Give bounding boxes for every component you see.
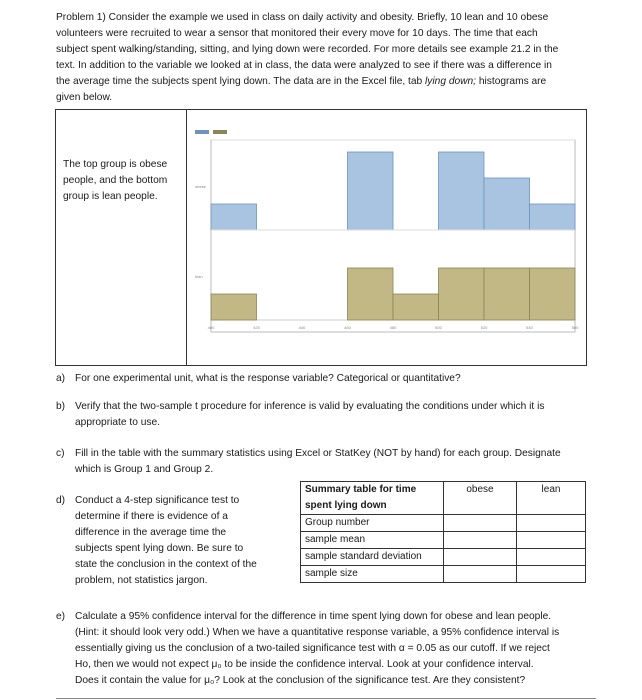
- intro-line: given below.: [56, 92, 113, 103]
- column-header-lean: lean: [517, 482, 586, 515]
- intro-line: Problem 1) Consider the example we used in class on daily activity and obesity. Briefly, 10 lean and 10 obese: [56, 12, 549, 23]
- question-text-line: subjects spent lying down. Be sure to: [75, 543, 244, 554]
- table-row: [301, 515, 586, 532]
- obese-cell[interactable]: [444, 532, 517, 549]
- bottom-rule: [56, 698, 596, 699]
- table-row: [301, 566, 586, 583]
- intro-line: text. In addition to the variable we looked at in class, the data were analyzed to see if there was a difference in: [56, 60, 552, 71]
- legend-chip-obese: [195, 130, 209, 134]
- question-text-line: Calculate a 95% confidence interval for the difference in time spent lying down for obese and lean people.: [75, 611, 552, 622]
- obese-cell[interactable]: [444, 549, 517, 566]
- summary-table: [300, 481, 586, 583]
- question-label: e): [56, 611, 66, 622]
- x-tick-label: 520: [480, 325, 488, 330]
- histogram-bar-lean: [393, 294, 439, 320]
- question-text-line: appropriate to use.: [75, 417, 160, 428]
- column-header-obese: obese: [444, 482, 517, 515]
- histogram-bar-obese: [439, 152, 485, 230]
- histogram-bar-lean: [530, 268, 576, 320]
- histogram-bar-obese: [530, 204, 576, 230]
- question-text-line: difference in the average time the: [75, 527, 227, 538]
- panel-label-obese: obese: [195, 184, 206, 189]
- histogram-svg: [191, 128, 581, 358]
- question-text-line: (Hint: it should look very odd.) When we have a quantitative response variable, a 95% confidence interval is: [75, 627, 560, 638]
- x-tick-label: 460: [344, 325, 351, 330]
- lean-cell[interactable]: [517, 515, 586, 532]
- question-label: b): [56, 401, 66, 412]
- intro-line: [56, 74, 596, 90]
- question-text-line: determine if there is evidence of a: [75, 511, 228, 522]
- question-text-line: Conduct a 4-step significance test to: [75, 495, 240, 506]
- question-c: [56, 446, 596, 478]
- histogram-bar-obese: [348, 152, 394, 230]
- panel-label-lean: lean: [195, 274, 203, 279]
- histogram-bar-lean: [348, 268, 394, 320]
- table-row: [301, 532, 586, 549]
- x-tick-label: 540: [526, 325, 533, 330]
- question-e: [56, 609, 596, 689]
- intro-line-text: the average time the subjects spent lying down. The data are in the Excel file, tab: [56, 76, 426, 87]
- figure-caption-cell: [56, 110, 187, 365]
- intro-line: subject spent walking/standing, sitting, and lying down were recorded. For more details see example 21.2 in the: [56, 44, 559, 55]
- question-text: For one experimental unit, what is the response variable? Categorical or quantitative?: [75, 373, 461, 384]
- row-label: Group number: [301, 515, 444, 532]
- figure-caption: The top group is obese people, and the bottom group is lean people.: [63, 159, 168, 202]
- question-text-line: Verify that the two-sample t procedure for inference is valid by evaluating the conditions under which it is: [75, 401, 545, 412]
- histogram-chart: [191, 128, 581, 358]
- question-d: [56, 493, 266, 589]
- summary-table-header: [301, 482, 586, 515]
- obese-cell[interactable]: [444, 515, 517, 532]
- table-row: [301, 549, 586, 566]
- problem-intro: [56, 10, 596, 106]
- question-text-line: Ho, then we would not expect μ₀ to be inside the confidence interval. Look at your confidence interval.: [75, 659, 534, 670]
- question-text-line: Fill in the table with the summary statistics using Excel or StatKey (NOT by hand) for each group. Designate: [75, 448, 561, 459]
- obese-cell[interactable]: [444, 566, 517, 583]
- x-tick-label: 500: [435, 325, 442, 330]
- row-label: sample size: [301, 566, 444, 583]
- question-text-line: problem, not statistics jargon.: [75, 575, 208, 586]
- question-text-line: Does it contain the value for μ₀? Look at the conclusion of the significance test. Are they consistent?: [75, 675, 526, 686]
- question-label: a): [56, 373, 66, 384]
- summary-table-title: Summary table for time spent lying down: [301, 482, 444, 515]
- x-tick-label: 560: [571, 325, 579, 330]
- question-text-line: essentially giving us the conclusion of a two-tailed significance test with α = 0.05 as our cutoff. If we reject: [75, 643, 550, 654]
- x-tick-label: 420: [253, 325, 260, 330]
- question-text-line: state the conclusion in the context of the: [75, 559, 257, 570]
- question-a: [56, 371, 596, 387]
- question-label: d): [56, 495, 66, 506]
- row-label: sample standard deviation: [301, 549, 444, 566]
- histogram-bar-lean: [439, 268, 485, 320]
- legend-chip-lean: [213, 130, 227, 134]
- intro-line-tail: histograms are: [476, 76, 547, 87]
- lean-cell[interactable]: [517, 566, 586, 583]
- lean-cell[interactable]: [517, 549, 586, 566]
- histogram-bar-lean: [484, 268, 530, 320]
- histogram-bar-obese: [484, 178, 530, 230]
- intro-line: volunteers were recruited to wear a sensor that monitored their every move for 10 days. The time that each: [56, 28, 538, 39]
- x-tick-label: 480: [389, 325, 397, 330]
- question-text-line: which is Group 1 and Group 2.: [75, 464, 214, 475]
- x-tick-label: 440: [298, 325, 306, 330]
- question-label: c): [56, 448, 65, 459]
- histogram-bar-obese: [211, 204, 257, 230]
- row-label: sample mean: [301, 532, 444, 549]
- x-tick-label: 400: [207, 325, 215, 330]
- question-b: [56, 399, 596, 431]
- excel-tab-name: lying down;: [425, 76, 477, 87]
- lean-cell[interactable]: [517, 532, 586, 549]
- histogram-bar-lean: [211, 294, 257, 320]
